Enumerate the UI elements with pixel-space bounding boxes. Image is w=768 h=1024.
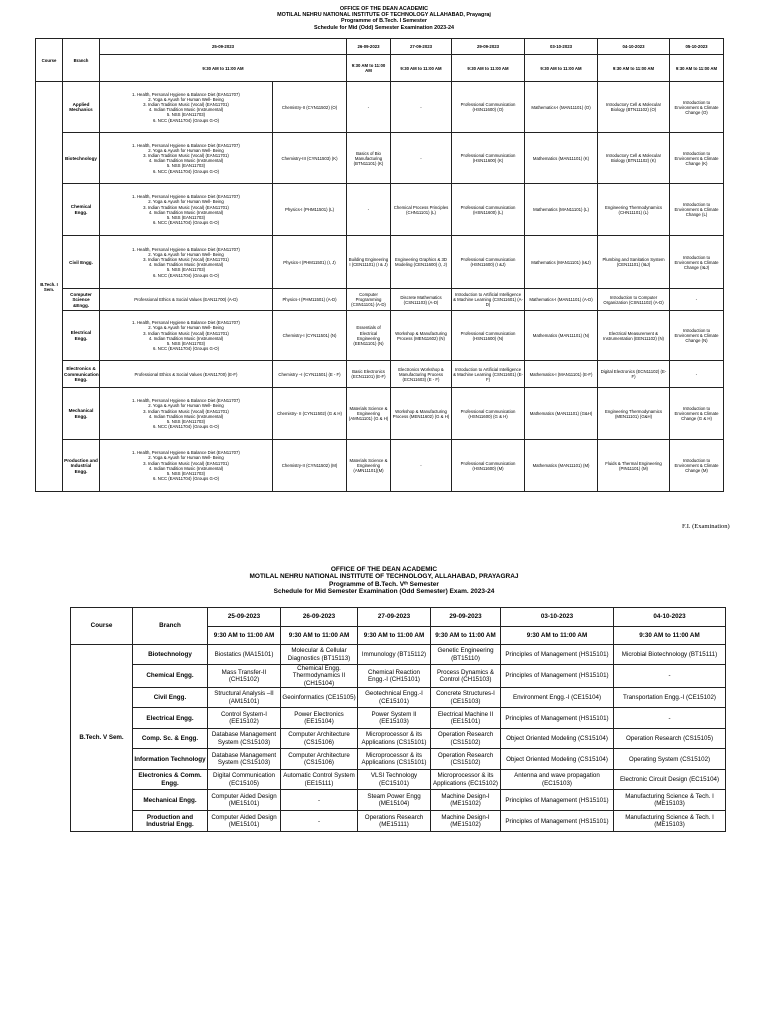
table-row — [36, 82, 724, 133]
date-header: 04-10-2023 — [614, 608, 726, 627]
branch-column-header: Branch — [63, 39, 100, 82]
exam-cell: Antenna and wave propagation (EC15103) — [501, 770, 614, 790]
exam-cell: Professional Communication (HSN11600) (O) — [452, 82, 525, 133]
time-header: 9:30 AM to 11:00 AM — [391, 55, 452, 82]
branch-cell: Applied Mechanics — [63, 82, 100, 133]
exam-cell: Transportation Engg.-I (CE15102) — [614, 688, 726, 708]
branch-cell: Mechanical Engg. — [133, 790, 208, 811]
exam-cell: Physics-I (PHM11501) (A-D) — [273, 289, 347, 311]
exam-cell: Physics-I (PHM11501) (I, J) — [273, 236, 347, 289]
table-row — [71, 688, 726, 708]
header-row-dates — [71, 608, 726, 627]
schedule2-header-line: Programme of B.Tech. Vᵗʰ Semester — [329, 580, 439, 588]
exam-cell: Mathematics (MAN11101) (I&J) — [525, 236, 598, 289]
branch-column-header: Branch — [133, 608, 208, 645]
branch-cell: Chemical Engg. — [133, 665, 208, 688]
exam-cell: - — [347, 184, 391, 236]
time-header: 9:30 AM to 11:00 AM — [670, 55, 724, 82]
exam-cell: Control System-I (EE15102) — [208, 708, 281, 729]
table-row — [36, 361, 724, 388]
exam-cell: 1. Health, Personal Hygiene & Balance Diet (EAN11707) 2. Yoga & Ayush for Human Well- Being 3. Indian Tradition Music (Vocal) (EAN11701) 4. Indian Tradition Music (Instrumental) 5. NSS (EAN11703) 6. NCC (EAN11704) (Groups G-O) — [100, 311, 273, 361]
exam-cell: Materials Science & Engineering (AMN11101) (G & H) — [347, 388, 391, 440]
schedule1-header-line: Schedule for Mid (Odd) Semester Examination 2023-24 — [314, 24, 454, 31]
time-header: 9:30 AM to 11:00 AM — [358, 627, 431, 645]
branch-cell: Mechanical Engg. — [63, 388, 100, 440]
exam-cell: Microprocessor & its Applications (CS15101) — [358, 729, 431, 749]
table-row — [36, 184, 724, 236]
exam-cell: Professional Communication (HSN11600) (M) — [452, 440, 525, 492]
date-header: 05-10-2023 — [670, 39, 724, 55]
exam-cell: Fluids & Thermal Engineering (PIN11101) (M) — [598, 440, 670, 492]
exam-cell: Professional Communication (HSN11600) (K) — [452, 133, 525, 184]
exam-cell: Immunology (BT15112) — [358, 645, 431, 665]
branch-cell: Biotechnology — [63, 133, 100, 184]
table-row — [71, 749, 726, 770]
branch-cell: Computer Science &Engg. — [63, 289, 100, 311]
time-header: 9:30 AM to 11:00 AM — [614, 627, 726, 645]
exam-cell: - — [670, 361, 724, 388]
exam-cell: Mathematics-I (MAN11101) (O) — [525, 82, 598, 133]
exam-cell: Introduction to Environment & Climate Change (N) — [670, 311, 724, 361]
exam-cell: Basics of Bio Manufacturing (BTN11101) (K) — [347, 133, 391, 184]
exam-cell: Manufacturing Science & Tech. I (ME15103) — [614, 811, 726, 832]
table-row — [71, 665, 726, 688]
exam-cell: Electronics Workshop & Manufacturing Process (ECN11603) (E - F) — [391, 361, 452, 388]
exam-cell: 1. Health, Personal Hygiene & Balance Diet (EAN11707) 2. Yoga & Ayush for Human Well- Being 3. Indian Tradition Music (Vocal) (EAN11701) 4. Indian Tradition Music (Instrumental) 5. NSS (EAN11703) 6. NCC (EAN11704) (Groups G-O) — [100, 184, 273, 236]
schedule1-table — [35, 38, 724, 492]
exam-cell: Steam Power Engg (ME15104) — [358, 790, 431, 811]
course-column-header: Course — [36, 39, 63, 82]
exam-cell: Introductory Cell & Molecular Biology (BTN11102) (O) — [598, 82, 670, 133]
exam-cell: - — [347, 82, 391, 133]
exam-cell: Database Management System (CS15103) — [208, 729, 281, 749]
exam-cell: Chemistry –I (CYN11501) (E - F) — [273, 361, 347, 388]
exam-cell: Introduction to Environment & Climate Change (K) — [670, 133, 724, 184]
exam-cell: Principles of Management (HS15101) — [501, 790, 614, 811]
exam-cell: - — [614, 665, 726, 688]
exam-cell: Principles of Management (HS15101) — [501, 708, 614, 729]
schedule2-header-line: OFFICE OF THE DEAN ACADEMIC — [330, 566, 438, 573]
exam-cell: Process Dynamics & Control (CH15103) — [431, 665, 501, 688]
schedule1-header-line: MOTILAL NEHRU NATIONAL INSTITUTE OF TECHNOLOGY ALLAHABAD, Prayagraj — [277, 12, 491, 19]
table-row — [71, 708, 726, 729]
branch-cell: Chemical Engg. — [63, 184, 100, 236]
date-header: 25-09-2023 — [100, 39, 347, 55]
exam-cell: Mathematics-I (MAN11101) (E-F) — [525, 361, 598, 388]
date-header: 25-09-2023 — [208, 608, 281, 627]
course-cell: B.Tech. I Sem. — [36, 82, 63, 492]
exam-cell: Chemistry-II (CYN11502) (O) — [273, 82, 347, 133]
time-header: 9:30 AM to 11:00 AM — [598, 55, 670, 82]
table-row — [71, 645, 726, 665]
date-header: 26-09-2023 — [281, 608, 358, 627]
exam-cell: 1. Health, Personal Hygiene & Balance Diet (EAN11707) 2. Yoga & Ayush for Human Well- Being 3. Indian Tradition Music (Vocal) (EAN11701) 4. Indian Tradition Music (Instrumental) 5. NSS (EAN11703) 6. NCC (EAN11704) (Groups G-O) — [100, 388, 273, 440]
exam-cell: - — [391, 440, 452, 492]
exam-cell: Mathematics (MAN11101) (N) — [525, 311, 598, 361]
exam-cell: Operations Research (ME15111) — [358, 811, 431, 832]
exam-cell: Genetic Engineering (BT15110) — [431, 645, 501, 665]
exam-cell: Professional Communication (HSN11600) (L) — [452, 184, 525, 236]
schedule1-header — [0, 6, 768, 31]
date-header: 27-09-2023 — [391, 39, 452, 55]
exam-cell: - — [670, 289, 724, 311]
table-row — [71, 790, 726, 811]
exam-cell: Mass Transfer-II (CH15102) — [208, 665, 281, 688]
exam-cell: Mathematics (MAN11101) (L) — [525, 184, 598, 236]
exam-cell: Principles of Management (HS15101) — [501, 645, 614, 665]
time-header: 9:30 AM to 11:00 AM — [431, 627, 501, 645]
exam-cell: Introductory Cell & Molecular Biology (BTN11102) (K) — [598, 133, 670, 184]
exam-cell: Introduction to Environment & Climate Change (I&J) — [670, 236, 724, 289]
exam-cell: 1. Health, Personal Hygiene & Balance Diet (EAN11707) 2. Yoga & Ayush for Human Well- Being 3. Indian Tradition Music (Vocal) (EAN11701) 4. Indian Tradition Music (Instrumental) 5. NSS (EAN11703) 6. NCC (EAN11704) (Groups G-O) — [100, 133, 273, 184]
exam-cell: Workshop & Manufacturing Process (MEN11602) (N) — [391, 311, 452, 361]
time-header: 9:30 AM to 11:00 AM — [281, 627, 358, 645]
exam-cell: Object Oriented Modeling (CS15104) — [501, 749, 614, 770]
branch-cell: Civil Engg. — [63, 236, 100, 289]
exam-cell: Computer Programming (CSN11101) (A-D) — [347, 289, 391, 311]
exam-cell: Electronic Circuit Design (EC15104) — [614, 770, 726, 790]
branch-cell: Production and Industrial Engg. — [133, 811, 208, 832]
exam-cell: Object Oriented Modeling (CS15104) — [501, 729, 614, 749]
exam-cell: Professional Communication (HSN11600) (I &J) — [452, 236, 525, 289]
exam-cell: Materials Science & Engineering (AMN11101)(M) — [347, 440, 391, 492]
exam-cell: Workshop & Manufacturing Process (MEN11602) (G & H) — [391, 388, 452, 440]
exam-cell: Chemical Engg. Thermodynamics II (CH15104) — [281, 665, 358, 688]
exam-cell: Mathematics (MAN11101) (M) — [525, 440, 598, 492]
exam-cell: Building Engineering I (CEN11101) (I & J) — [347, 236, 391, 289]
exam-cell: Computer Architecture (CS15106) — [281, 729, 358, 749]
branch-cell: Electrical Engg. — [63, 311, 100, 361]
exam-cell: 1. Health, Personal Hygiene & Balance Diet (EAN11707) 2. Yoga & Ayush for Human Well- Being 3. Indian Tradition Music (Vocal) (EAN11701) 4. Indian Tradition Music (Instrumental) 5. NSS (EAN11703) 6. NCC (EAN11704) (Groups G-O) — [100, 236, 273, 289]
exam-cell: Structural Analysis –II (AM15101) — [208, 688, 281, 708]
exam-cell: Biostatics (MA15101) — [208, 645, 281, 665]
signature-text: F.I. (Examination) — [682, 523, 730, 530]
exam-cell: Engineering Thermodynamics (CHN11101) (L) — [598, 184, 670, 236]
exam-cell: - — [281, 811, 358, 832]
schedule1-header-line: OFFICE OF THE DEAN ACADEMIC — [339, 6, 429, 12]
time-header: 9:30 AM to 11:00 AM — [452, 55, 525, 82]
exam-cell: Mathematics (MAN11101) (K) — [525, 133, 598, 184]
exam-cell: Operation Research (CS15102) — [431, 729, 501, 749]
branch-cell: Electronics & Comm. Engg. — [133, 770, 208, 790]
table-row — [71, 811, 726, 832]
date-header: 26-09-2023 — [347, 39, 391, 55]
date-header: 29-09-2023 — [452, 39, 525, 55]
course-column-header: Course — [71, 608, 133, 645]
exam-cell: Principles of Management (HS15101) — [501, 665, 614, 688]
schedule2-header — [0, 566, 768, 596]
exam-cell: Microprocessor & its Applications (CS15101) — [358, 749, 431, 770]
exam-cell: - — [391, 133, 452, 184]
date-header: 27-09-2023 — [358, 608, 431, 627]
exam-cell: Chemistry- II (CYN11502) (G & H) — [273, 388, 347, 440]
exam-cell: Power Electronics (EE15104) — [281, 708, 358, 729]
exam-cell: VLSI Technology (EC15101) — [358, 770, 431, 790]
exam-cell: Molecular & Cellular Diagnostics (BT15113) — [281, 645, 358, 665]
exam-cell: Geoinformatics (CE15105) — [281, 688, 358, 708]
branch-cell: Production and Industrial Engg. — [63, 440, 100, 492]
branch-cell: Electronics & Communication Engg. — [63, 361, 100, 388]
exam-cell: Electrical Measurement & Instrumentation (EEN11102) (N) — [598, 311, 670, 361]
branch-cell: Information Technology — [133, 749, 208, 770]
time-header: 9:30 AM to 11:00 AM — [347, 55, 391, 82]
exam-cell: Principles of Management (HS15101) — [501, 811, 614, 832]
exam-cell: Mathematics (MAN11101) (G&H) — [525, 388, 598, 440]
exam-cell: Manufacturing Science & Tech. I (ME15103) — [614, 790, 726, 811]
time-header: 9:30 AM to 11:00 AM — [501, 627, 614, 645]
schedule2-header-line: MOTILAL NEHRU NATIONAL INSTITUTE OF TECHNOLOGY, ALLAHABAD, PRAYAGRAJ — [249, 573, 519, 581]
exam-cell: Physics-I (PHM11501) (L) — [273, 184, 347, 236]
exam-cell: - — [391, 82, 452, 133]
exam-cell: Introduction to Environment & Climate Change (M) — [670, 440, 724, 492]
exam-cell: Professional Ethics & Social Values (EAN11700) (E-F) — [100, 361, 273, 388]
exam-cell: Plumbing and Sanitation System (CEN11101) (I&J) — [598, 236, 670, 289]
date-header: 04-10-2023 — [598, 39, 670, 55]
exam-cell: Digital Communication (EC15105) — [208, 770, 281, 790]
exam-cell: Concrete Structures-I (CE15103) — [431, 688, 501, 708]
exam-cell: Professional Ethics & Social Values (EAN11700) (A-D) — [100, 289, 273, 311]
exam-cell: Operation Research (CS15102) — [431, 749, 501, 770]
table-row — [36, 440, 724, 492]
exam-cell: Chemical Reaction Engg.-I (CH15101) — [358, 665, 431, 688]
exam-cell: Operation Research (CS15105) — [614, 729, 726, 749]
branch-cell: Biotechnology — [133, 645, 208, 665]
exam-cell: Power System II (EE15103) — [358, 708, 431, 729]
exam-cell: Database Management System (CS15103) — [208, 749, 281, 770]
exam-cell: Engineering Thermodynamics (MEN11101) (G&H) — [598, 388, 670, 440]
time-header: 9:30 AM to 11:00 AM — [525, 55, 598, 82]
exam-cell: Professional Communication (HSN11600) (G & H) — [452, 388, 525, 440]
schedule2-table — [70, 607, 726, 832]
exam-cell: - — [614, 708, 726, 729]
header-row-times — [36, 55, 724, 82]
date-header: 03-10-2023 — [501, 608, 614, 627]
course-cell: B.Tech. V Sem. — [71, 645, 133, 832]
schedule2-header-line: Schedule for Mid Semester Examination (Odd Semester) Exam. 2023-24 — [273, 588, 495, 596]
exam-cell: Digital Electronics (ECN11102) (E-F) — [598, 361, 670, 388]
exam-cell: Engineering Graphics & 3D Modeling (CEN11600) (I, J) — [391, 236, 452, 289]
exam-cell: - — [281, 790, 358, 811]
exam-cell: Computer Architecture (CS15106) — [281, 749, 358, 770]
exam-cell: Geotechnical Engg.-I (CE15101) — [358, 688, 431, 708]
exam-cell: Chemistry-II (CYN11502) (M) — [273, 440, 347, 492]
branch-cell: Electrical Engg. — [133, 708, 208, 729]
table-row — [36, 311, 724, 361]
branch-cell: Comp. Sc. & Engg. — [133, 729, 208, 749]
exam-cell: Essentials of Electrical Engineering (EEN11101) (N) — [347, 311, 391, 361]
date-header: 03-10-2023 — [525, 39, 598, 55]
exam-cell: Discrete Mathematics (CSN11103) (A-D) — [391, 289, 452, 311]
table-row — [71, 770, 726, 790]
exam-cell: Introduction to Artificial Intelligence & Machine Learning (CSN11601) (A-D) — [452, 289, 525, 311]
exam-cell: Operating System (CS15102) — [614, 749, 726, 770]
exam-cell: Microbial Biotechnology (BT15111) — [614, 645, 726, 665]
table-row — [36, 289, 724, 311]
exam-cell: Introduction to Environment & Climate Change (G & H) — [670, 388, 724, 440]
exam-cell: 1. Health, Personal Hygiene & Balance Diet (EAN11707) 2. Yoga & Ayush for Human Well- Being 3. Indian Tradition Music (Vocal) (EAN11701) 4. Indian Tradition Music (Instrumental) 5. NSS (EAN11703) 6. NCC (EAN11704) (Groups G-O) — [100, 82, 273, 133]
time-header: 9:30 AM to 11:00 AM — [208, 627, 281, 645]
header-row-dates — [36, 39, 724, 55]
exam-cell: Environment Engg.-I (CE15104) — [501, 688, 614, 708]
time-header: 9:30 AM to 11:00 AM — [100, 55, 347, 82]
branch-cell: Civil Engg. — [133, 688, 208, 708]
exam-cell: Chemistry-I (CYN11501) (N) — [273, 311, 347, 361]
exam-cell: Machine Design-I (ME15102) — [431, 790, 501, 811]
exam-cell: Professional Communication (HSN11600) (N) — [452, 311, 525, 361]
exam-cell: Introduction to Artificial Intelligence & Machine Learning (CSN11601) (E-F) — [452, 361, 525, 388]
exam-cell: Introduction to Environment & Climate Change (L) — [670, 184, 724, 236]
exam-cell: Introduction to Environment & Climate Change (O) — [670, 82, 724, 133]
table-row — [36, 133, 724, 184]
table-row — [71, 729, 726, 749]
date-header: 29-09-2023 — [431, 608, 501, 627]
exam-cell: Mathematics-I (MAN11101) (A-D) — [525, 289, 598, 311]
exam-cell: Machine Design-I (ME15102) — [431, 811, 501, 832]
exam-cell: 1. Health, Personal Hygiene & Balance Diet (EAN11707) 2. Yoga & Ayush for Human Well- Being 3. Indian Tradition Music (Vocal) (EAN11701) 4. Indian Tradition Music (Instrumental) 5. NSS (EAN11703) 6. NCC (EAN11704) (Groups G-O) — [100, 440, 273, 492]
exam-cell: Computer Aided Design (ME15101) — [208, 790, 281, 811]
schedule1-header-line: Programme of B.Tech. I Semester — [341, 18, 427, 25]
exam-cell: Introduction to Computer Organization (CSN11102) (A-D) — [598, 289, 670, 311]
table-row — [36, 388, 724, 440]
exam-cell: Chemical Process Principles (CHN11101) (L) — [391, 184, 452, 236]
exam-cell: Chemistry-III (CYN11503) (K) — [273, 133, 347, 184]
exam-cell: Electrical Machine II (EE15101) — [431, 708, 501, 729]
exam-cell: Microprocessor & its Applications (EC15102) — [431, 770, 501, 790]
exam-cell: Automatic Control System (EE15111) — [281, 770, 358, 790]
exam-cell: Basic Electronics (ECN11101) (E-F) — [347, 361, 391, 388]
table-row — [36, 236, 724, 289]
exam-cell: Computer Aided Design (ME15101) — [208, 811, 281, 832]
